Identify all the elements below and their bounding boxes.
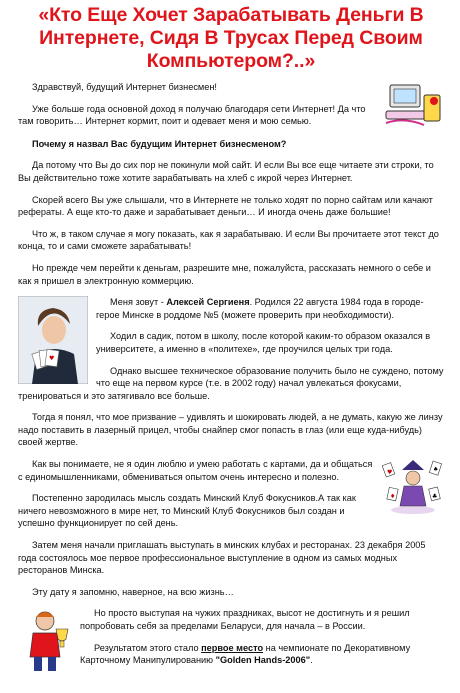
author-photo — [18, 296, 88, 384]
paragraph: Постепенно зародилась мысль создать Минский Клуб Фокусников.А так как ничего невозможного в мире нет, то Минский Клуб Фокусников был создан и успешно функционирует по сей день. — [18, 493, 356, 529]
championship-title: "Golden Hands-2006" — [215, 655, 311, 666]
computer-illustration — [384, 81, 444, 127]
result-text: Результатом этого стало — [94, 642, 202, 653]
intro-text: Меня зовут - — [110, 297, 167, 308]
paragraph: Уже больше года основной доход я получаю благодаря сети Интернет! Да что там говорить… Интернет кормит, поит и одевает меня и мою семью. — [18, 103, 366, 127]
paragraph: Эту дату я запомню, наверное, на всю жизнь… — [32, 586, 234, 597]
subheading: Почему я назвал Вас будущим Интернет бизнесменом? — [32, 138, 287, 149]
paragraph: Скорей всего Вы уже слышали, что в Интернете не только ходят по порно сайтам или качают рефераты. А еще кто-то даже и зарабатывает деньги… И иногда очень даже большие! — [18, 194, 433, 218]
paragraph: Да потому что Вы до сих пор не покинули мой сайт. И если Вы все еще читаете эти строки, то Вы действительно тоже хотите зарабатывать на хлеб с икрой через Интернет. — [18, 160, 434, 183]
result-text-end: . — [310, 655, 313, 666]
paragraph: Тогда я понял, что мое призвание – удивлять и шокировать людей, а не думать, какую же линзу надо поставить в лазерный прицел, чтобы снайпер смог попасть в глаз (или еще куда-нибудь) своей жертве. — [18, 412, 443, 448]
paragraph: Но прежде чем перейти к деньгам, разрешите мне, пожалуйста, рассказать немного о себе и как я пришел в электронную коммерцию. — [18, 262, 431, 286]
paragraph: Но просто выступая на чужих праздниках, высот не достигнуть и я решил попробовать себя за пределами Беларуси, для начала – в России. — [80, 608, 410, 631]
paragraph: Ходил в садик, потом в школу, после которой каким-то образом оказался в университете, а именно в «политехе», где проучился целых три года. — [96, 331, 431, 354]
svg-text:♥: ♥ — [387, 469, 393, 477]
svg-text:♥: ♥ — [49, 355, 55, 363]
greeting: Здравствуй, будущий Интернет бизнесмен! — [32, 82, 217, 92]
paragraph: Как вы понимаете, не я один люблю и умею работать с картами, да и общаться с единомышленниками, обмениваться опытом очень интересно и полезно. — [18, 459, 373, 482]
paragraph: Однако высшее техническое образование получить было не суждено, потому что еще на первом курсе (т.е. в 2002 году) начал увлекаться фокусами, тренироваться и это затягивало все больше. — [18, 365, 444, 401]
paragraph: Что ж, в таком случае я могу показать, как я зарабатываю. И если Вы прочитаете этот текст до конца, то и сами сможете зарабатывать! — [18, 228, 439, 252]
paragraph: Затем меня начали приглашать выступать в минских клубах и ресторанах. 23 декабря 2005 года состоялось мое первое профессиональное выступление в одном из самых модных ресторанов Минска. — [18, 540, 426, 576]
svg-text:♣: ♣ — [432, 493, 438, 501]
author-name: Алексей Сергиеня — [166, 297, 250, 308]
paragraph — [18, 642, 444, 667]
magician-cards-illustration — [382, 458, 444, 516]
article-body — [18, 81, 444, 667]
page-headline: «Кто Еще Хочет Зарабатывать Деньги В Интернете, Сидя В Трусах Перед Своим Компьютером?..» — [38, 4, 424, 72]
first-place-text: первое место — [201, 642, 264, 653]
result-text-mid: на чемпионате по Декоративному Карточному Манипулированию — [80, 642, 411, 666]
svg-text:♦: ♦ — [390, 493, 396, 501]
svg-text:♠: ♠ — [433, 466, 439, 474]
trophy-boy-illustration — [18, 607, 72, 675]
intro-text-rest: . Родился 22 августа 1984 года в городе-герое Минске в роддоме №5 (можете проверить при необходимости). — [96, 297, 424, 320]
